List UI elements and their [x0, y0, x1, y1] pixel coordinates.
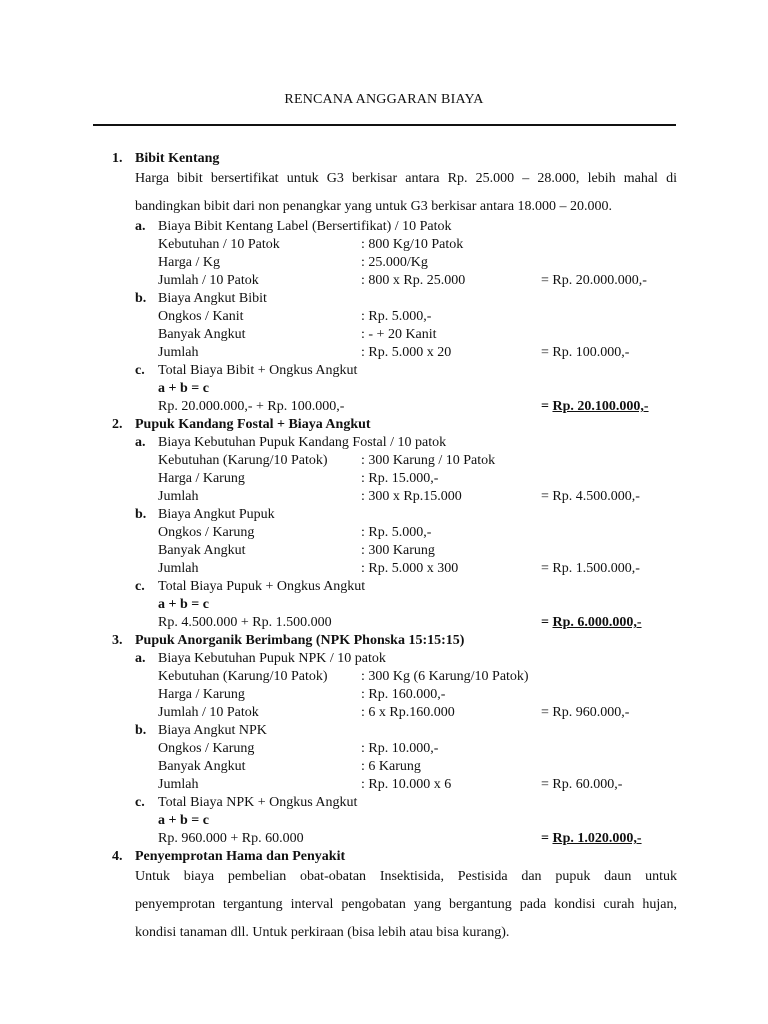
- formula-row: a + b = c: [158, 597, 209, 612]
- intro-paragraph-line: bandingkan bibit dari non penangkar yang untuk G3 berkisar antara 18.000 – 20.000.: [135, 199, 613, 214]
- cost-row: Harga / Kg : 25.000/Kg: [158, 255, 428, 270]
- cost-row: Jumlah / 10 Patok : 6 x Rp.160.000 = Rp. 960.000,-: [158, 705, 630, 720]
- cost-row: Ongkos / Kanit : Rp. 5.000,-: [158, 309, 432, 324]
- subsection-heading: b. Biaya Angkut Bibit: [135, 291, 267, 306]
- subsection-heading: b. Biaya Angkut Pupuk: [135, 507, 275, 522]
- section-title: Pupuk Anorganik Berimbang (NPK Phonska 15:15:15): [135, 633, 465, 648]
- section-number: 4.: [112, 849, 123, 864]
- section-title: Pupuk Kandang Fostal + Biaya Angkut: [135, 417, 371, 432]
- subsection-heading: c. Total Biaya Pupuk + Ongkus Angkut: [135, 579, 366, 594]
- total-value: Rp. 1.020.000,-: [552, 831, 642, 846]
- cost-row: Harga / Karung : Rp. 160.000,-: [158, 687, 446, 702]
- paragraph-line: penyemprotan tergantung interval pengobatan yang bergantung pada kondisi curah hujan,: [135, 897, 677, 912]
- subsection-heading: a. Biaya Bibit Kentang Label (Bersertifikat) / 10 Patok: [135, 219, 452, 234]
- section-number: 1.: [112, 151, 123, 166]
- cost-row: Harga / Karung : Rp. 15.000,-: [158, 471, 439, 486]
- cost-row: Ongkos / Karung : Rp. 10.000,-: [158, 741, 439, 756]
- cost-row: Kebutuhan (Karung/10 Patok) : 300 Kg (6 Karung/10 Patok): [158, 669, 529, 684]
- section-number: 2.: [112, 417, 123, 432]
- formula-row: a + b = c: [158, 381, 209, 396]
- subsection-heading: a. Biaya Kebutuhan Pupuk Kandang Fostal / 10 patok: [135, 435, 447, 450]
- cost-row: Jumlah : Rp. 5.000 x 300 = Rp. 1.500.000,-: [158, 561, 640, 576]
- subsection-heading: b. Biaya Angkut NPK: [135, 723, 267, 738]
- cost-row: Banyak Angkut : 300 Karung: [158, 543, 435, 558]
- page-title: RENCANA ANGGARAN BIAYA: [284, 92, 484, 107]
- cost-row: Banyak Angkut : - + 20 Kanit: [158, 327, 437, 342]
- paragraph-line: kondisi tanaman dll. Untuk perkiraan (bisa lebih atau bisa kurang).: [135, 925, 510, 940]
- total-row: Rp. 960.000 + Rp. 60.000 = Rp. 1.020.000,-: [158, 831, 642, 846]
- section-title: Penyemprotan Hama dan Penyakit: [135, 849, 346, 864]
- cost-row: Kebutuhan (Karung/10 Patok) : 300 Karung / 10 Patok: [158, 453, 496, 468]
- cost-row: Ongkos / Karung : Rp. 5.000,-: [158, 525, 432, 540]
- cost-row: Jumlah / 10 Patok : 800 x Rp. 25.000 = Rp. 20.000.000,-: [158, 273, 647, 288]
- cost-row: Jumlah : Rp. 10.000 x 6 = Rp. 60.000,-: [158, 777, 623, 792]
- cost-row: Banyak Angkut : 6 Karung: [158, 759, 421, 774]
- subsection-heading: c. Total Biaya Bibit + Ongkus Angkut: [135, 363, 358, 378]
- document-body: [0, 150, 768, 950]
- total-row: Rp. 4.500.000 + Rp. 1.500.000 = Rp. 6.000.000,-: [158, 615, 642, 630]
- title-divider: [93, 124, 676, 126]
- cost-row: Jumlah : 300 x Rp.15.000 = Rp. 4.500.000,-: [158, 489, 640, 504]
- subsection-heading: a. Biaya Kebutuhan Pupuk NPK / 10 patok: [135, 651, 386, 666]
- section-heading: [0, 416, 768, 434]
- total-value: Rp. 6.000.000,-: [552, 615, 642, 630]
- formula-row: a + b = c: [158, 813, 209, 828]
- intro-paragraph-line: Harga bibit bersertifikat untuk G3 berkisar antara Rp. 25.000 – 28.000, lebih mahal di: [135, 171, 677, 186]
- total-value: Rp. 20.100.000,-: [552, 399, 649, 414]
- section-number: 3.: [112, 633, 123, 648]
- cost-row: Jumlah : Rp. 5.000 x 20 = Rp. 100.000,-: [158, 345, 630, 360]
- paragraph-line: Untuk biaya pembelian obat-obatan Insektisida, Pestisida dan pupuk daun untuk: [135, 869, 677, 884]
- section-heading: [0, 632, 768, 650]
- section-title: Bibit Kentang: [135, 151, 220, 166]
- subsection-heading: c. Total Biaya NPK + Ongkus Angkut: [135, 795, 358, 810]
- cost-row: Kebutuhan / 10 Patok : 800 Kg/10 Patok: [158, 237, 464, 252]
- total-row: Rp. 20.000.000,- + Rp. 100.000,- = Rp. 20.100.000,-: [158, 399, 649, 414]
